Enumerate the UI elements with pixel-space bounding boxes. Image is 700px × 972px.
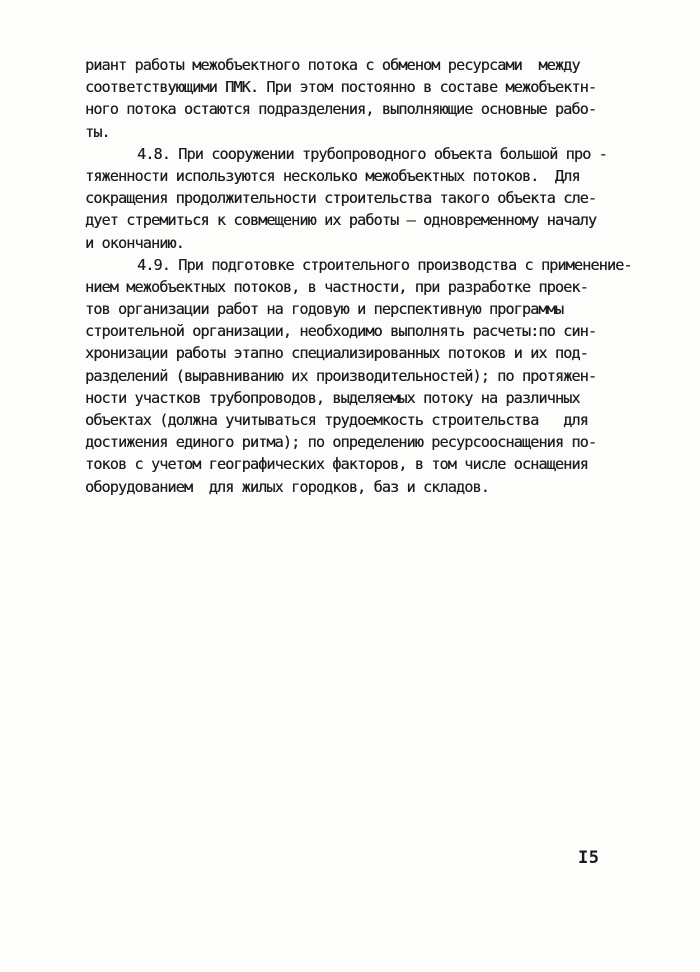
- text-line: токов с учетом географических факторов, в том числе оснащения: [85, 455, 588, 474]
- text-line: строительной организации, необходимо выполнять расчеты:по син-: [85, 322, 597, 341]
- paragraph-4-8-start: 4.8. При сооружении трубопроводного объекта большой про -: [137, 144, 607, 163]
- text-line: достижения единого ритма); по определению ресурсооснащения по-: [85, 433, 597, 452]
- text-line: оборудованием для жилых городков, баз и складов.: [85, 477, 489, 496]
- text-line: риант работы межобъектного потока с обменом ресурсами между: [85, 56, 580, 74]
- text-line: нием межобъектных потоков, в частности, при разработке проек-: [85, 277, 588, 296]
- text-line: дует стремиться к совмещению их работы – одновременному началу: [85, 211, 597, 230]
- page-number: I5: [578, 848, 600, 868]
- text-line: соответствующими ПМК. При этом постоянно в составе межобъектн-: [85, 78, 597, 97]
- text-line: объектах (должна учитываться трудоемкость строительства для: [85, 411, 588, 429]
- body-text: [85, 54, 632, 498]
- text-line: ты.: [85, 122, 110, 141]
- text-line: тяженности используются несколько межобъектных потоков. Для: [85, 166, 580, 185]
- text-line: хронизации работы этапно специализированных потоков и их под-: [85, 344, 588, 363]
- text-line: сокращения продолжительности строительства такого объекта сле-: [85, 189, 597, 208]
- text-line: разделений (выравниванию их производительностей); по протяжен-: [85, 366, 597, 385]
- text-line: ности участков трубопроводов, выделяемых потоку на различных: [85, 388, 580, 407]
- paragraph-4-9-start: 4.9. При подготовке строительного производства с применение-: [137, 255, 632, 274]
- text-line: тов организации работ на годовую и перспективную программы: [85, 300, 564, 319]
- text-line: и окончанию.: [85, 233, 184, 252]
- text-line: ного потока остаются подразделения, выполняющие основные рабо-: [85, 100, 597, 119]
